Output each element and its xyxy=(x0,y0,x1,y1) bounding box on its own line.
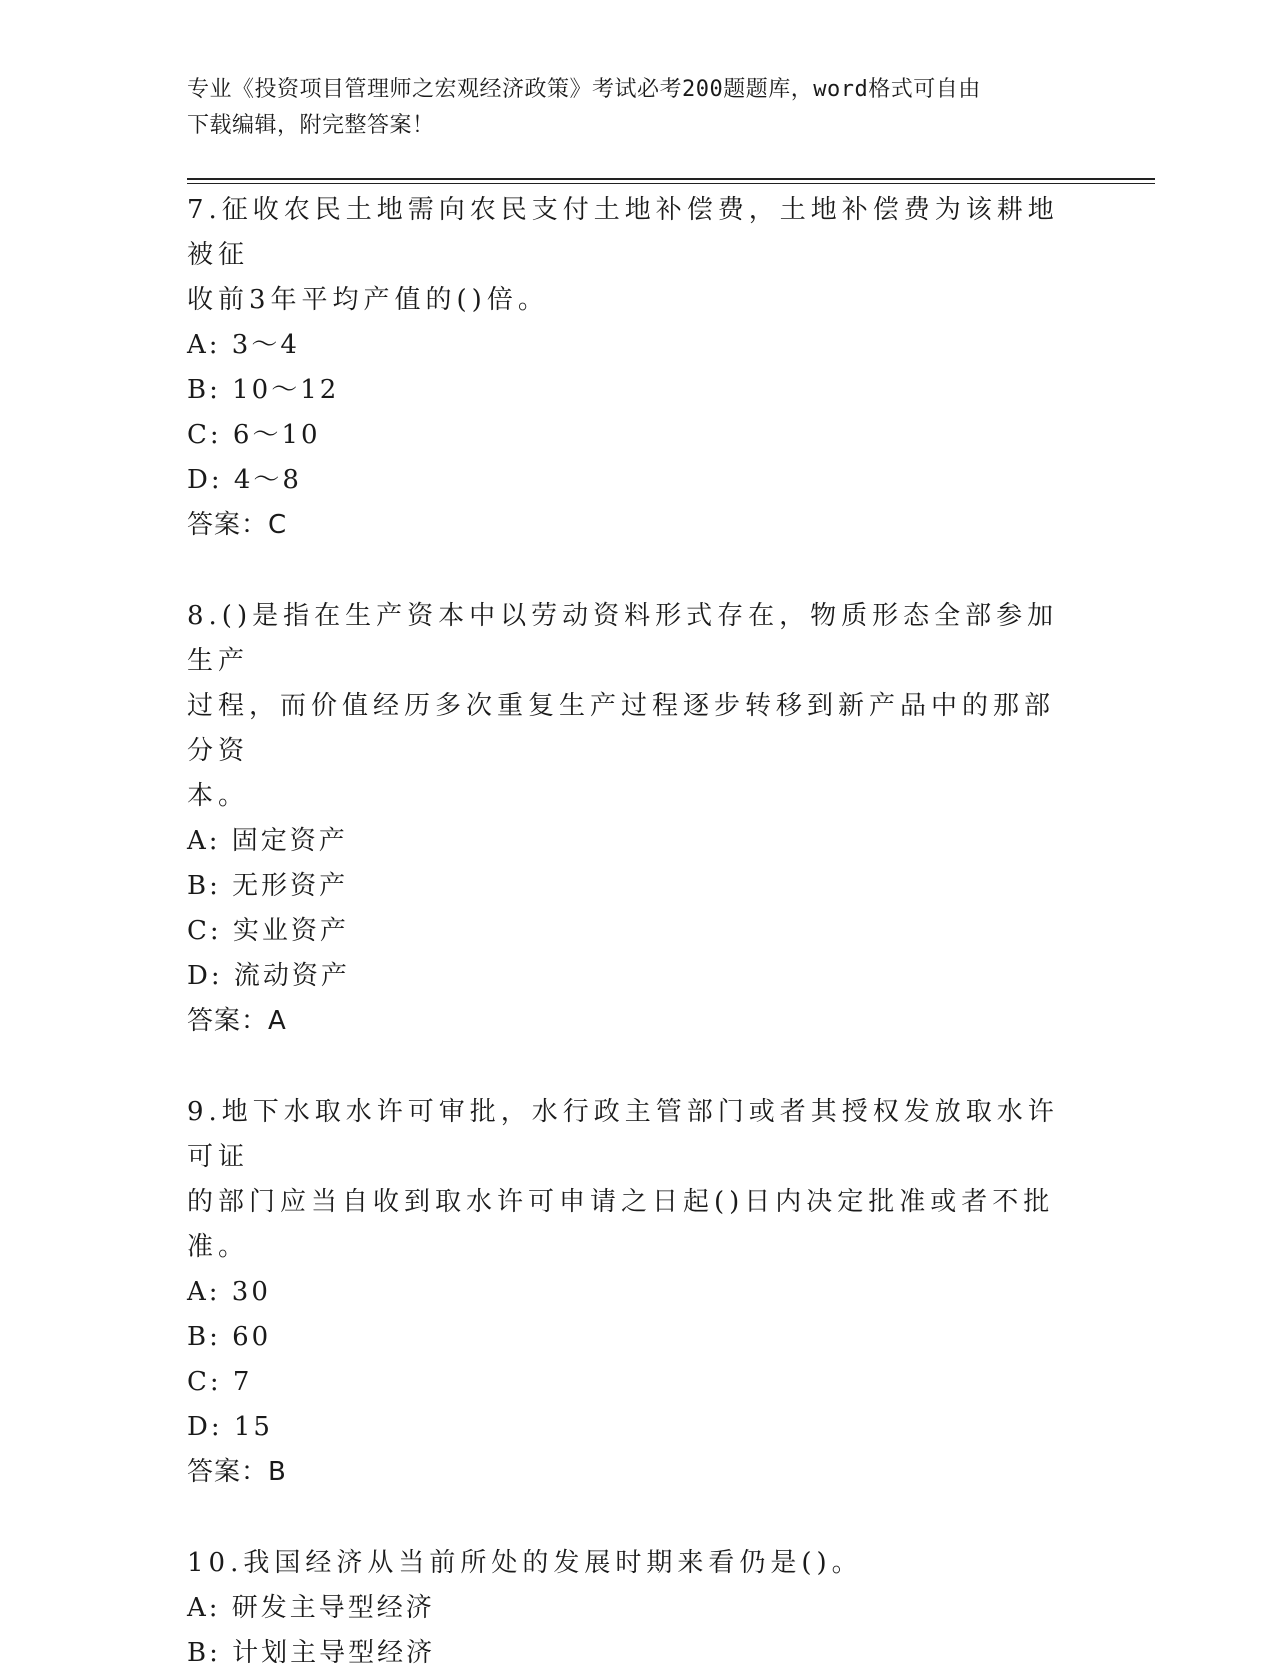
document-header xyxy=(187,72,1067,144)
answer: 答案：C xyxy=(187,510,288,540)
option-b: B: 计划主导型经济 xyxy=(187,1638,436,1668)
option-d: D: 流动资产 xyxy=(187,961,350,991)
answer: 答案：B xyxy=(187,1457,287,1487)
option-a: A: 研发主导型经济 xyxy=(187,1593,435,1623)
question-text xyxy=(187,594,1067,819)
answer: 答案：A xyxy=(187,1006,287,1036)
option-a: A: 30 xyxy=(187,1277,271,1307)
option-a: A: 固定资产 xyxy=(187,826,348,856)
question-text-line: 收前3年平均产值的()倍。 xyxy=(187,285,549,315)
question-10 xyxy=(187,1541,1067,1676)
option-b: B: 60 xyxy=(187,1322,272,1352)
question-text-line: 的部门应当自收到取水许可申请之日起()日内决定批准或者不批准。 xyxy=(187,1187,1055,1262)
option-b: B: 10～12 xyxy=(187,375,340,405)
option-c: C: 6～10 xyxy=(187,420,321,450)
option-c: C: 7 xyxy=(187,1367,253,1397)
header-line-2: 下载编辑，附完整答案！ xyxy=(187,113,435,138)
option-d: D: 4～8 xyxy=(187,465,302,495)
question-9 xyxy=(187,1090,1067,1495)
question-text-line: 过程，而价值经历多次重复生产过程逐步转移到新产品中的那部分资 xyxy=(187,691,1056,766)
question-text-line: 9.地下水取水许可审批，水行政主管部门或者其授权发放取水许可证 xyxy=(187,1097,1059,1172)
header-divider-thin xyxy=(187,183,1155,184)
spacer xyxy=(187,1495,1067,1541)
question-text xyxy=(187,188,1067,323)
question-7 xyxy=(187,188,1067,548)
spacer xyxy=(187,548,1067,594)
question-list xyxy=(187,188,1067,1676)
question-text xyxy=(187,1090,1067,1270)
question-text-line: 10.我国经济从当前所处的发展时期来看仍是()。 xyxy=(187,1548,863,1578)
question-text-line: 7.征收农民土地需向农民支付土地补偿费，土地补偿费为该耕地被征 xyxy=(187,195,1059,270)
question-8 xyxy=(187,594,1067,1044)
question-text-line: 8.()是指在生产资本中以劳动资料形式存在，物质形态全部参加生产 xyxy=(187,601,1059,676)
header-line-1: 专业《投资项目管理师之宏观经济政策》考试必考200题题库，word格式可自由 xyxy=(187,77,981,102)
option-a: A: 3～4 xyxy=(187,330,300,360)
header-divider-thick xyxy=(187,178,1155,180)
option-b: B: 无形资产 xyxy=(187,871,349,901)
spacer xyxy=(187,1044,1067,1090)
question-text xyxy=(187,1541,1067,1586)
question-text-line: 本。 xyxy=(187,781,250,811)
option-d: D: 15 xyxy=(187,1412,273,1442)
option-c: C: 实业资产 xyxy=(187,916,349,946)
